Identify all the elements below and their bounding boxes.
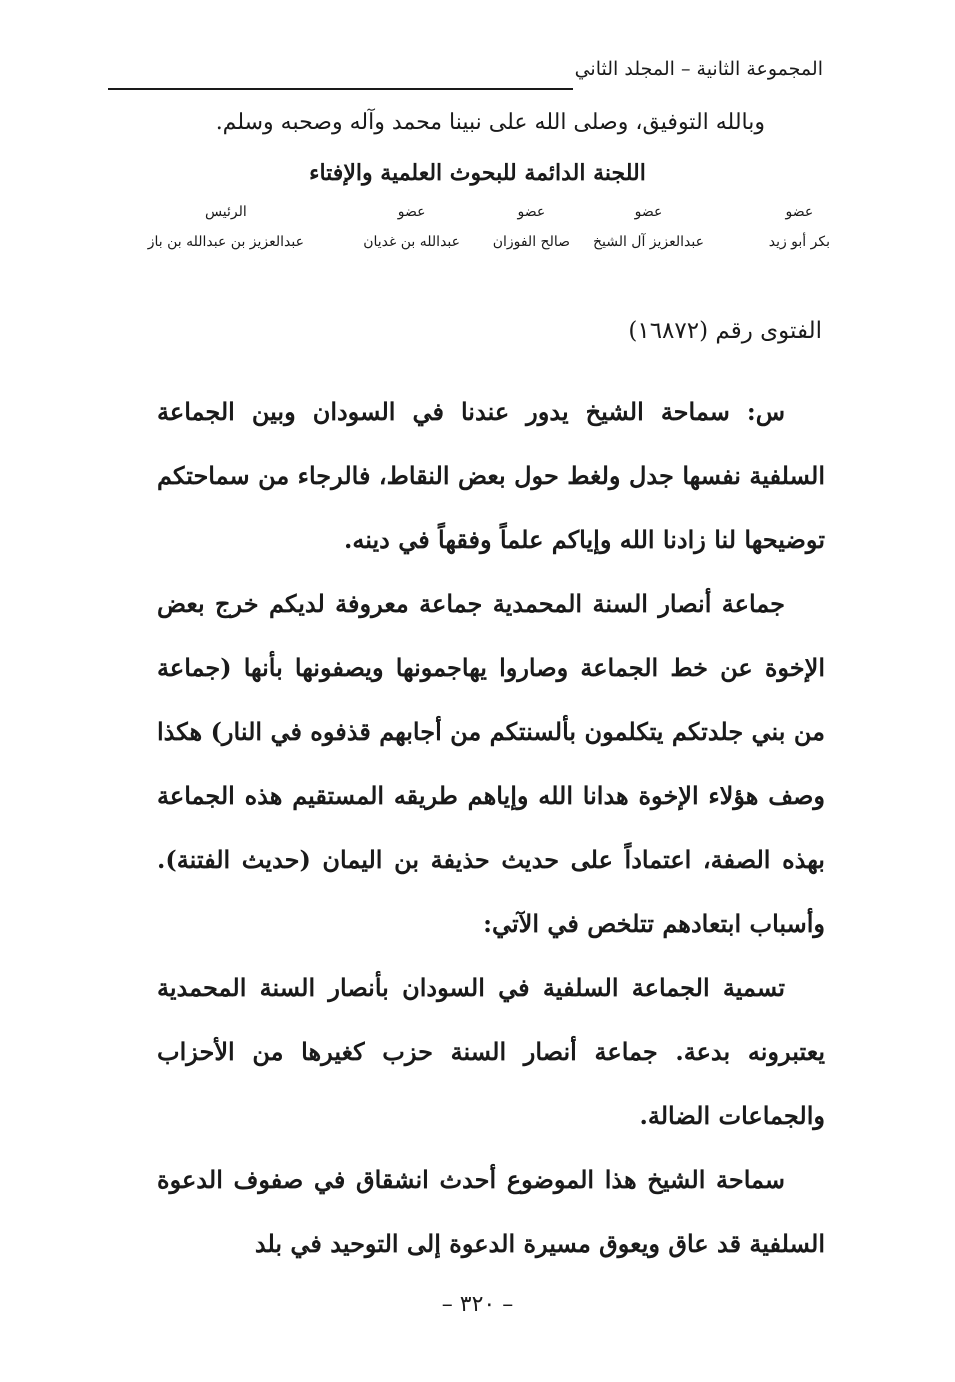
- closing-formula: وبالله التوفيق، وصلى الله على نبينا محمد وآله وصحبه وسلم.: [215, 110, 765, 135]
- running-header: [108, 58, 823, 98]
- signatory-name: عبدالعزيز آل الشيخ: [592, 234, 704, 250]
- question-paragraph: س: سماحة الشيخ يدور عندنا في السودان وبين الجماعة السلفية نفسها جدل ولغط حول بعض النقاط، فالرجاء من سماحتكم توضيحها لنا زادنا الله وإياكم علماً وفقهاً في دينه.: [157, 397, 825, 554]
- signatories: [110, 200, 830, 280]
- page-number: – ٣٢٠ –: [441, 1292, 514, 1317]
- signatory-name: عبدالعزيز بن عبدالله بن باز: [147, 234, 304, 250]
- signatory-role: الرئيس: [204, 204, 247, 220]
- signatory-name: صالح الفوزان: [492, 234, 570, 250]
- signatory: [363, 200, 460, 250]
- header-rule: [108, 88, 573, 90]
- signatory-role: عضو: [634, 204, 663, 220]
- fatwa-number: الفتوى رقم (١٦٨٧٢): [628, 318, 822, 344]
- signatory: [148, 200, 304, 250]
- signatory-name: بكر أبو زيد: [768, 234, 830, 250]
- body-paragraph: تسمية الجماعة السلفية في السودان بأنصار السنة المحمدية يعتبرونه بدعة. جماعة أنصار السنة حزب كغيرها من الأحزاب والجماعات الضالة.: [157, 973, 825, 1130]
- signatory: [593, 200, 704, 250]
- body-paragraph: سماحة الشيخ هذا الموضوع أحدث انشقاق في صفوف الدعوة السلفية قد عاق ويعوق مسيرة الدعوة إلى التوحيد في بلد: [157, 1165, 825, 1258]
- header-title: المجموعة الثانية – المجلد الثاني: [574, 58, 823, 80]
- signatory-name: عبدالله بن غديان: [363, 234, 460, 250]
- signatory: [769, 200, 830, 250]
- body-paragraph: جماعة أنصار السنة المحمدية جماعة معروفة لديكم خرج بعض الإخوة عن خط الجماعة وصاروا يهاجمونها ويصفونها بأنها (جماعة من بني جلدتكم يتكلمون بألسنتكم من أجابهم قذفوه في النار) هكذا وصف هؤلاء الإخوة هدانا الله وإياهم طريقه المستقيم هذه الجماعة بهذه الصفة، اعتماداً على حديث حذيفة بن اليمان (حديث الفتنة). وأسباب ابتعادهم تتلخص في الآتي:: [157, 589, 826, 938]
- committee-name: اللجنة الدائمة للبحوث العلمية والإفتاء: [309, 160, 646, 186]
- signatory: [493, 200, 570, 250]
- fatwa-body: [157, 380, 825, 1276]
- signatory-role: عضو: [517, 204, 546, 220]
- signatory-role: عضو: [785, 204, 814, 220]
- signatory-role: عضو: [397, 204, 426, 220]
